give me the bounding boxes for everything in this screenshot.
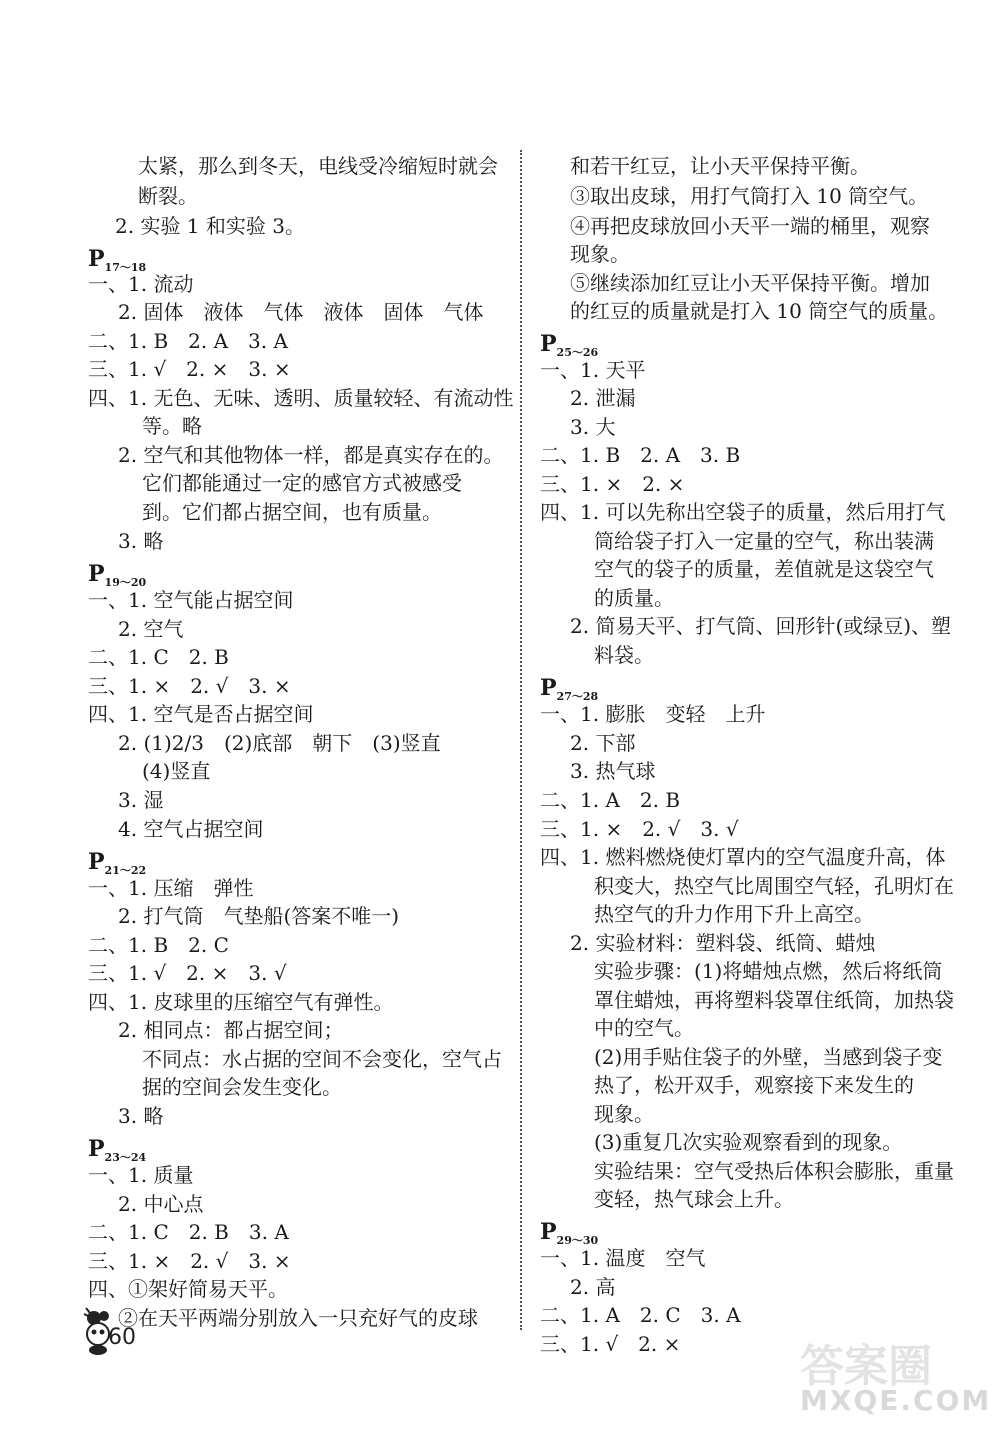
page-number: 60 [108,1325,136,1350]
answer-line: 中的空气。 [594,1016,694,1040]
answer-line: 二、1. A 2. C 3. A [540,1303,741,1327]
answer-line: 实验结果：空气受热后体积会膨胀，重量 [594,1159,954,1183]
answer-line: 一、1. 空气能占据空间 [88,588,294,612]
answer-line: 断裂。 [138,184,198,208]
answer-line: 2. 中心点 [118,1192,204,1216]
answer-line: 2. (1)2/3 (2)底部 朝下 (3)竖直 [118,731,441,755]
answer-line: 空气的袋子的质量，差值就是这袋空气 [594,557,934,581]
answer-line: 罩住蜡烛，再将塑料袋罩住纸筒，加热袋 [594,988,954,1012]
answer-line: 不同点：水占据的空间不会变化，空气占 [142,1047,502,1071]
answer-line: 四、1. 燃料燃烧使灯罩内的空气温度升高，体 [540,845,946,869]
watermark-logo: 答案圈 [800,1341,932,1392]
answer-line: ⑤继续添加红豆让小天平保持平衡。增加 [570,271,930,295]
heading-range: 21～22 [104,864,147,877]
answer-line: 它们都能通过一定的感官方式被感受 [142,471,462,495]
answer-line: 热空气的升力作用下升上高空。 [594,902,874,926]
answer-line: (4)竖直 [142,759,211,783]
answer-line: 积变大，热空气比周围空气轻，孔明灯在 [594,874,954,898]
answer-line: 二、1. B 2. C [88,933,229,957]
heading-range: 17～18 [104,261,147,274]
answer-line: ②在天平两端分别放入一只充好气的皮球 [118,1306,478,1330]
answer-line: 三、1. √ 2. × 3. × [88,357,291,381]
answer-line: 2. 实验 1 和实验 3。 [115,214,305,238]
answer-line: 四、1. 皮球里的压缩空气有弹性。 [88,990,394,1014]
answer-line: 据的空间会发生变化。 [142,1075,342,1099]
answer-line: 和若干红豆，让小天平保持平衡。 [570,154,870,178]
answer-line: 现象。 [594,1102,654,1126]
answer-line: 的红豆的质量就是打入 10 筒空气的质量。 [570,299,949,323]
heading-letter: P [88,246,105,272]
answer-line: 3. 略 [118,529,164,553]
answer-line: (3)重复几次实验观察看到的现象。 [594,1130,903,1154]
answer-line: 3. 大 [570,415,616,439]
answer-line: 二、1. C 2. B [88,645,229,669]
answer-line: 2. 固体 液体 气体 液体 固体 气体 [118,300,484,324]
heading-range: 27～28 [556,690,599,703]
answer-line: 的质量。 [594,586,674,610]
answer-line: 2. 下部 [570,731,636,755]
answer-line: 太紧，那么到冬天，电线受冷缩短时就会 [138,154,498,178]
answer-line: ④再把皮球放回小天平一端的桶里，观察 [570,214,930,238]
heading-letter: P [88,561,105,587]
answer-line: ③取出皮球，用打气筒打入 10 筒空气。 [570,184,929,208]
answer-line: 一、1. 天平 [540,358,646,382]
answer-line: 2. 实验材料：塑料袋、纸筒、蜡烛 [570,931,876,955]
column-divider [520,150,522,1330]
watermark-url: MXQE.COM [800,1384,992,1417]
answer-line: 2. 空气和其他物体一样，都是真实存在的。 [118,443,504,467]
answer-line: 四、①架好简易天平。 [88,1277,288,1301]
answer-line: 料袋。 [594,643,654,667]
answer-line: 3. 热气球 [570,759,656,783]
answer-line: 2. 打气筒 气垫船(答案不唯一) [118,904,400,928]
answer-line: 2. 简易天平、打气筒、回形针(或绿豆)、塑 [570,614,952,638]
heading-letter: P [88,849,105,875]
answer-line: 变轻，热气球会上升。 [594,1187,794,1211]
answer-line: 四、1. 无色、无味、透明、质量较轻、有流动性 [88,386,514,410]
answer-line: 三、1. √ 2. × 3. √ [88,961,287,985]
answer-line: 三、1. × 2. √ 3. √ [540,817,739,841]
heading-range: 23～24 [104,1151,147,1164]
answer-line: 实验步骤：(1)将蜡烛点燃，然后将纸筒 [594,959,943,983]
answer-line: 3. 湿 [118,788,164,812]
heading-letter: P [540,331,557,357]
answer-line: 4. 空气占据空间 [118,817,264,841]
answer-line: 二、1. C 2. B 3. A [88,1220,289,1244]
answer-line: 热了，松开双手，观察接下来发生的 [594,1073,914,1097]
heading-letter: P [540,675,557,701]
answer-line: 2. 相同点：都占据空间； [118,1018,344,1042]
answer-line: 四、1. 可以先称出空袋子的质量，然后用打气 [540,500,946,524]
answer-line: 一、1. 膨胀 变轻 上升 [540,702,766,726]
answer-line: 二、1. B 2. A 3. A [88,329,288,353]
answer-line: 到。它们都占据空间，也有质量。 [142,500,442,524]
answer-line: (2)用手贴住袋子的外壁，当感到袋子变 [594,1045,943,1069]
answer-line: 现象。 [570,242,630,266]
answer-line: 3. 略 [118,1104,164,1128]
answer-line: 三、1. √ 2. × [540,1332,681,1356]
answer-line: 三、1. × 2. √ 3. × [88,674,291,698]
answer-line: 一、1. 流动 [88,272,194,296]
answer-line: 三、1. × 2. √ 3. × [88,1249,291,1273]
answer-line: 一、1. 压缩 弹性 [88,876,254,900]
answer-line: 一、1. 质量 [88,1163,194,1187]
heading-letter: P [88,1136,105,1162]
heading-range: 29～30 [556,1234,599,1247]
heading-range: 25～26 [556,346,599,359]
answer-line: 筒给袋子打入一定量的空气，称出装满 [594,529,934,553]
answer-line: 三、1. × 2. × [540,472,685,496]
answer-line: 二、1. A 2. B [540,788,681,812]
answer-line: 一、1. 温度 空气 [540,1246,706,1270]
answer-line: 四、1. 空气是否占据空间 [88,702,314,726]
answer-line: 2. 高 [570,1275,616,1299]
answer-line: 等。略 [142,414,202,438]
answer-line: 二、1. B 2. A 3. B [540,443,741,467]
heading-range: 19～20 [104,576,147,589]
answer-line: 2. 泄漏 [570,386,636,410]
answer-line: 2. 空气 [118,617,184,641]
heading-letter: P [540,1219,557,1245]
